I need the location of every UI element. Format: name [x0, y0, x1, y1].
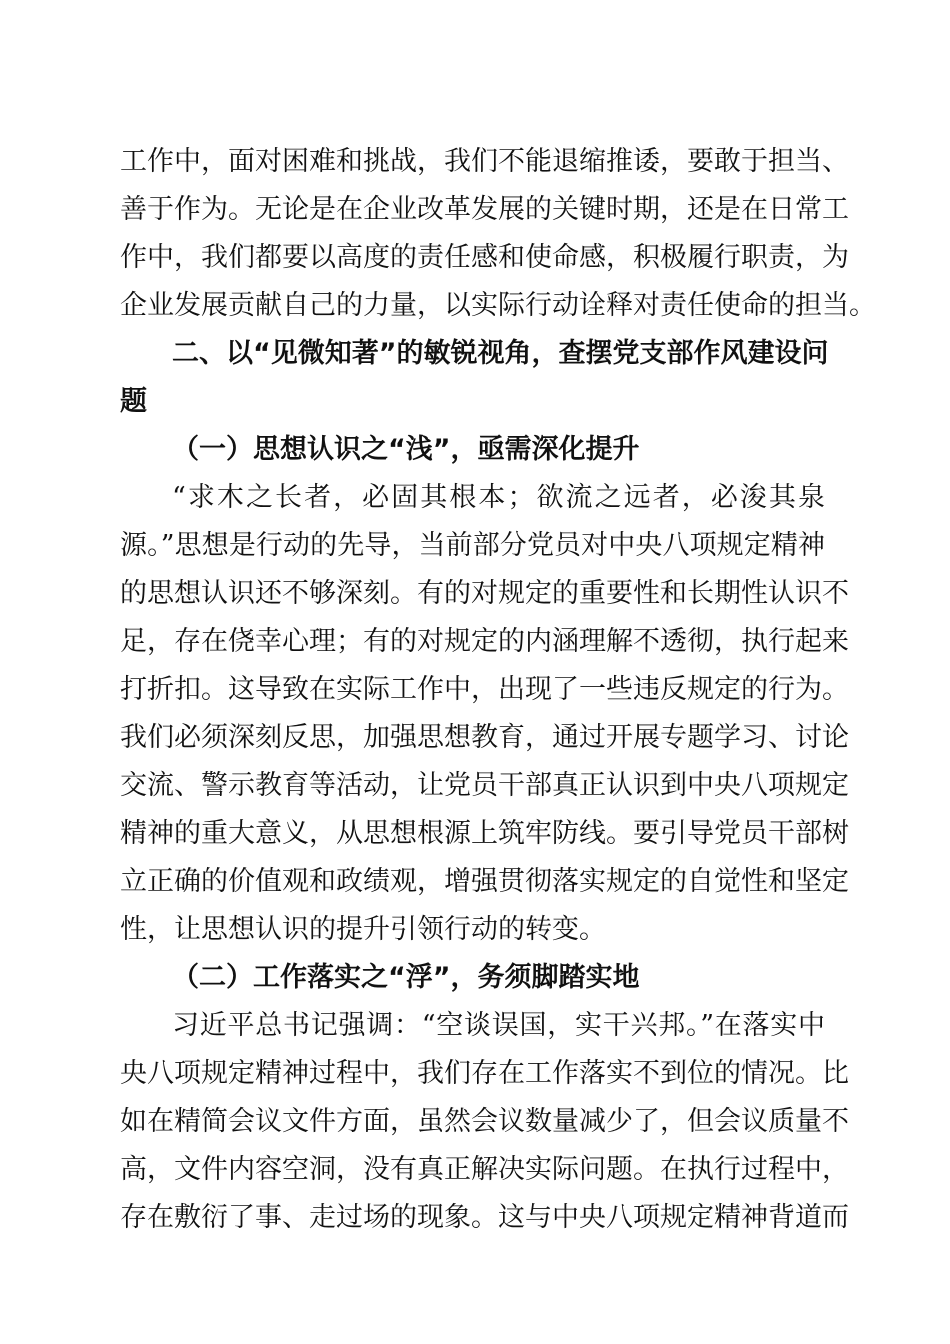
paragraph-line: 交流、警示教育等活动，让党员干部真正认识到中央八项规定 [120, 770, 849, 801]
paragraph-line: 如在精简会议文件方面，虽然会议数量减少了，但会议质量不 [120, 1106, 849, 1137]
paragraph-line: 存在敷衍了事、走过场的现象。这与中央八项规定精神背道而 [120, 1202, 849, 1233]
paragraph-line: 央八项规定精神过程中，我们存在工作落实不到位的情况。比 [120, 1058, 849, 1089]
paragraph-line: 立正确的价值观和政绩观，增强贯彻落实规定的自觉性和坚定 [120, 866, 849, 897]
paragraph-line: 习近平总书记强调：“空谈误国，实干兴邦。”在落实中 [172, 1010, 825, 1041]
paragraph-line: 企业发展贡献自己的力量，以实际行动诠释对责任使命的担当。 [120, 290, 876, 321]
paragraph-line: 工作中，面对困难和挑战，我们不能退缩推诿，要敢于担当、 [120, 146, 849, 177]
paragraph-line: 善于作为。无论是在企业改革发展的关键时期，还是在日常工 [120, 194, 849, 225]
paragraph-line: 打折扣。这导致在实际工作中，出现了一些违反规定的行为。 [120, 674, 849, 705]
paragraph-line: 源。”思想是行动的先导，当前部分党员对中央八项规定精神 [120, 530, 825, 561]
paragraph-line: 性，让思想认识的提升引领行动的转变。 [120, 914, 606, 945]
paragraph-line: 我们必须深刻反思，加强思想教育，通过开展专题学习、讨论 [120, 722, 849, 753]
paragraph-line: 足，存在侥幸心理；有的对规定的内涵理解不透彻，执行起来 [120, 626, 849, 657]
paragraph-line: “求木之长者，必固其根本；欲流之远者，必浚其泉 [172, 482, 825, 513]
paragraph-line: 高，文件内容空洞，没有真正解决实际问题。在执行过程中， [120, 1154, 849, 1185]
subsection-heading: （一）思想认识之“浅”，亟需深化提升 [172, 434, 640, 465]
paragraph-line: 作中，我们都要以高度的责任感和使命感，积极履行职责，为 [120, 242, 849, 273]
subsection-heading: （二）工作落实之“浮”，务须脚踏实地 [172, 962, 640, 993]
paragraph-line: 的思想认识还不够深刻。有的对规定的重要性和长期性认识不 [120, 578, 849, 609]
paragraph-line: 精神的重大意义，从思想根源上筑牢防线。要引导党员干部树 [120, 818, 849, 849]
section-heading-line: 二、以“见微知著”的敏锐视角，查摆党支部作风建设问 [172, 338, 829, 369]
section-heading-line: 题 [120, 386, 147, 417]
